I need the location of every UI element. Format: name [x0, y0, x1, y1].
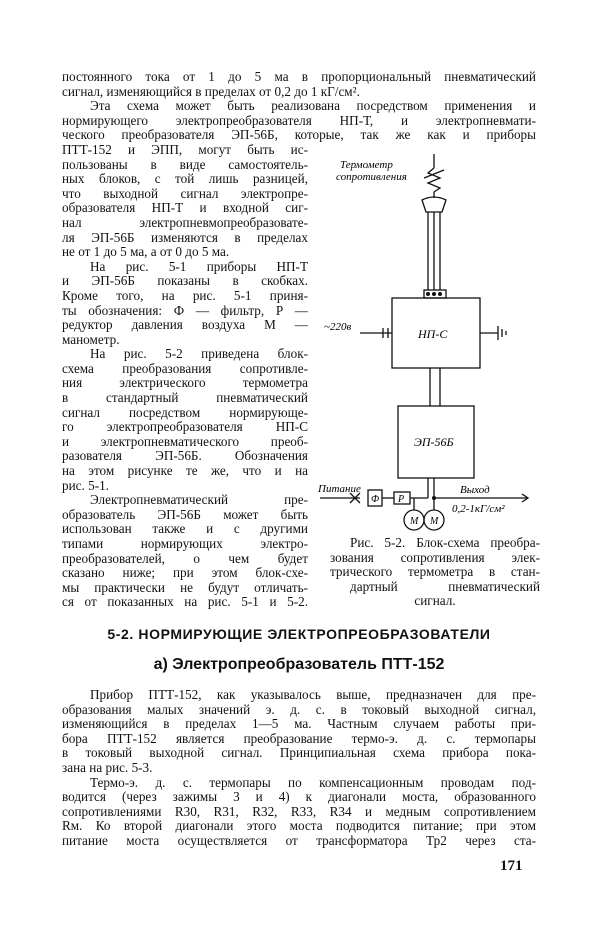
text-line: пользованы в виде самостоятель- [62, 156, 308, 172]
text-line: нормирующего электропреобразователя НП-Т, и электропневмати- [62, 112, 536, 128]
text-line: ных блоков, с той лишь разницей, [62, 171, 308, 187]
text-line: го электропреобразователя НП-С [62, 419, 308, 435]
text-bottom [62, 688, 536, 849]
supply-label: Питание [318, 483, 361, 495]
filter-label: Ф [371, 494, 380, 505]
text-line: ля ЭП-56Б изменяются в пределах [62, 229, 308, 245]
caption-line: дартный пневматический [350, 578, 540, 594]
text-line: и электропневматического преоб- [62, 433, 308, 449]
text-line: схема преобразования сопротивле- [62, 360, 308, 376]
text-line: Термо-э. д. с. термопары по компенсационным проводам под- [90, 774, 536, 790]
reducer-label: Р [398, 494, 405, 505]
text-line: использован также и с другими [62, 521, 308, 537]
text-line: сопротивлениями R30, R31, R32, R33, R34 и медным сопротивлением [62, 803, 536, 819]
manometer-label: М [430, 516, 439, 527]
text-line: Кроме того, на рис. 5-1 приня- [62, 287, 308, 303]
text-line: бора ПТТ-152 является преобразование термо-э. д. с. термопары [62, 730, 536, 746]
text-line: преобразователей, о чем будет [62, 550, 308, 566]
text-line: образования малых значений э. д. с. в токовый выходной сигнал, [62, 701, 536, 717]
text-line: и ЭП-56Б показаны в скобках. [62, 273, 308, 289]
text-line: мы практически не будут отличать- [62, 579, 308, 595]
text-line: манометр. [62, 331, 120, 347]
thermometer-label-2: сопротивления [336, 171, 407, 183]
ep-block-label: ЭП-56Б [414, 435, 454, 449]
text-line: изменяющийся в пределах 1—5 ма. Частным случаем работы при- [62, 716, 536, 732]
text-line: Rм. Ко второй диагонали этого моста подводится питание; при этом [62, 818, 536, 834]
text-line: ПТТ-152 и ЭПП, могут быть ис- [62, 141, 308, 157]
figure-caption [330, 536, 540, 609]
text-line: сигнал посредством нормирующе- [62, 404, 308, 420]
text-line: разователя ЭП-56Б. Обозначения [62, 448, 308, 464]
text-line: редуктор давления воздуха М — [62, 317, 308, 333]
text-line: ния электрического термометра [62, 375, 308, 391]
text-line: образователь ЭП-56Б может быть [62, 506, 308, 522]
output-label: Выход [460, 484, 490, 496]
text-line: в стандартный пневматический [62, 390, 308, 406]
text-line: на этом рисунке те же, что и на [62, 463, 308, 479]
text-line: нал электропневмопреобразовате- [62, 214, 308, 230]
text-line: водится (через зажимы 3 и 4) к диагонали моста, образованного [62, 789, 536, 805]
text-line: сигнал, изменяющийся в пределах от 0,2 до 1 кГ/см². [62, 83, 360, 99]
np-block-label: НП-С [418, 327, 448, 341]
caption-line: Рис. 5-2. Блок-схема преобра- [350, 535, 540, 550]
text-line: ческого преобразователя ЭП-56Б, которые, так же как и приборы [62, 127, 536, 143]
text-line: что выходной сигнал электропре- [62, 185, 308, 201]
text-line: образователя НП-Т и входной сиг- [62, 200, 308, 216]
manometer-label: М [410, 516, 419, 527]
section-title: 5-2. НОРМИРУЮЩИЕ ЭЛЕКТРОПРЕОБРАЗОВАТЕЛИ [107, 626, 491, 642]
caption-line: сигнал. [414, 593, 456, 609]
text-line: зана на рис. 5-3. [62, 759, 153, 775]
block-diagram [316, 148, 542, 538]
text-line: ты обозначения: Ф — фильтр, Р — [62, 302, 308, 318]
text-line: постоянного тока от 1 до 5 ма в пропорциональный пневматический [62, 69, 536, 84]
caption-line: трического термометра в стан- [330, 564, 540, 580]
text-line: Эта схема может быть реализована посредством применения и [90, 98, 536, 114]
subsection-title: а) Электропреобразователь ПТТ-152 [153, 656, 445, 673]
text-line: На рис. 5-2 приведена блок- [90, 346, 308, 362]
text-line: типами нормирующих электро- [62, 536, 308, 551]
text-line: в токовый выходной сигнал. Принципиальная схема прибора пока- [62, 745, 536, 761]
text-line: питание моста осуществляется от трансформатора Тр2 через ста- [62, 832, 536, 848]
output-range-label: 0,2-1кГ/см² [452, 503, 505, 515]
voltage-label: ~220в [324, 321, 352, 333]
text-line: рис. 5-1. [62, 477, 109, 493]
text-line: сказано ниже; при этом блок-схе- [62, 565, 308, 581]
text-line: Электропневматический пре- [90, 492, 308, 508]
caption-line: зования сопротивления элек- [330, 549, 540, 565]
text-line: Прибор ПТТ-152, как указывалось выше, предназначен для пре- [90, 687, 536, 702]
page-number: 171 [500, 858, 523, 874]
text-line: не от 1 до 5 ма, а от 0 до 5 ма. [62, 244, 230, 260]
text-line: ся от показанных на рис. 5-1 и 5-2. [62, 594, 308, 610]
thermometer-label-1: Термометр [340, 159, 393, 171]
text-line: На рис. 5-1 приборы НП-Т [90, 258, 308, 274]
